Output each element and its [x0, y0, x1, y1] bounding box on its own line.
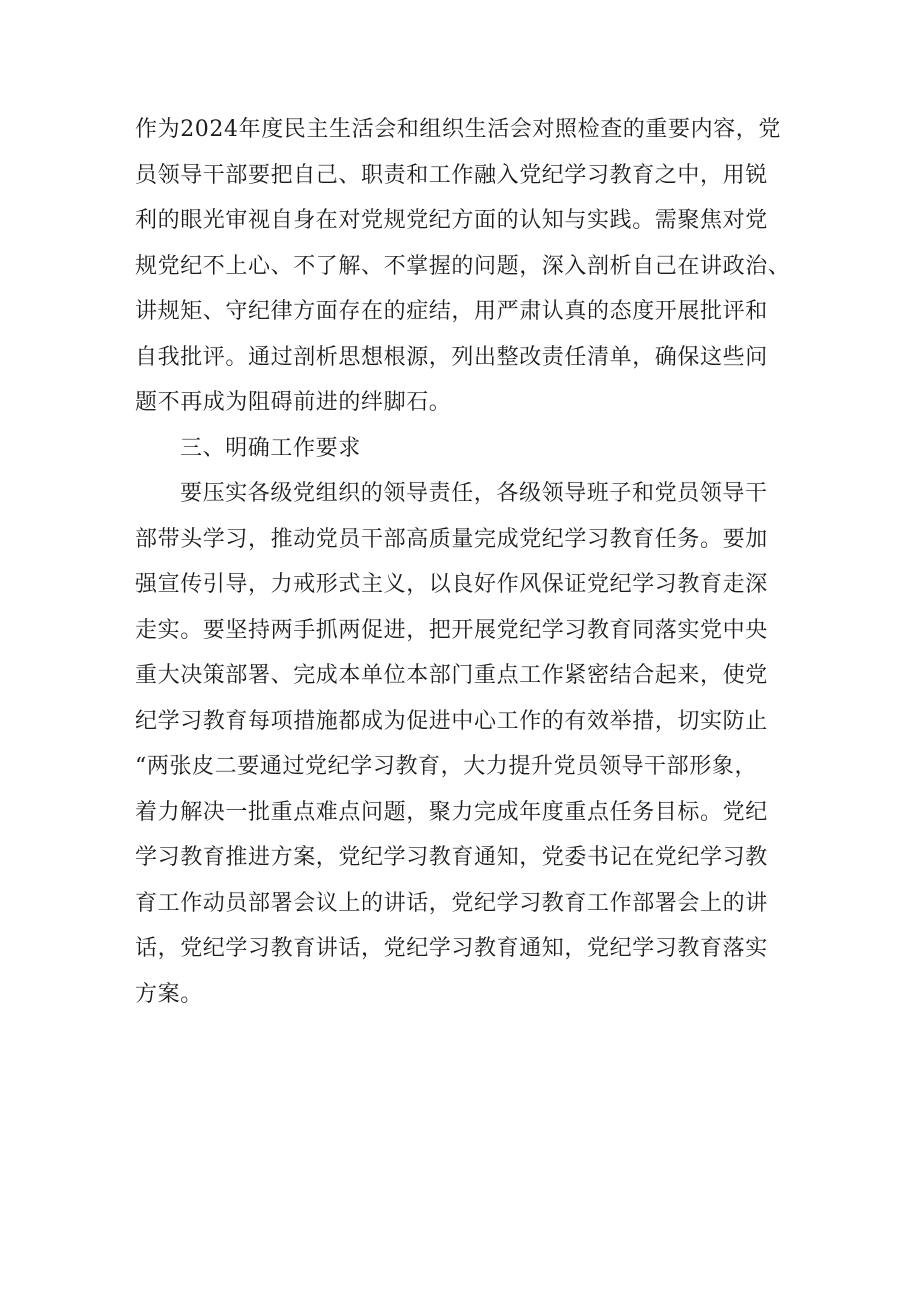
text-line: 自我批评。通过剖析思想根源，列出整改责任清单，确保这些问 [135, 344, 768, 370]
text-line: 方案。 [135, 981, 203, 1007]
text-line: 纪学习教育每项措施都成为促进中心工作的有效举措，切实防止 [135, 708, 768, 734]
text-line: 规党纪不上心、不了解、不掌握的问题，深入剖析自己在讲政治、 [135, 253, 791, 279]
text-line: 学习教育推进方案，党纪学习教育通知，党委书记在党纪学习教 [135, 845, 768, 870]
text-line: 强宣传引导，力戒形式主义，以良好作风保证党纪学习教育走深 [135, 572, 768, 597]
body-text [135, 107, 795, 1017]
text-line: 重大决策部署、完成本单位本部门重点工作紧密结合起来，使党 [135, 663, 768, 688]
section-heading: 三、明确工作要求 [180, 435, 361, 461]
text-line: 部带头学习，推动党员干部高质量完成党纪学习教育任务。要加 [135, 526, 768, 552]
text-line: “两张皮二要通过党纪学习教育，大力提升党员领导干部形象， [135, 754, 758, 779]
text-line: 讲规矩、守纪律方面存在的症结，用严肃认真的态度开展批评和 [135, 299, 768, 324]
text-line: 话，党纪学习教育讲话，党纪学习教育通知，党纪学习教育落实 [135, 936, 768, 961]
text-line: 员领导干部要把自己、职责和工作融入党纪学习教育之中，用锐 [135, 162, 768, 188]
text-line: 作为2024年度民主生活会和组织生活会对照检查的重要内容，党 [135, 117, 781, 142]
text-line: 要压实各级党组织的领导责任，各级领导班子和党员领导干 [180, 481, 768, 506]
text-line: 利的眼光审视自身在对党规党纪方面的认知与实践。需聚焦对党 [135, 208, 768, 233]
text-line: 题不再成为阻碍前进的绊脚石。 [135, 390, 452, 415]
text-line: 走实。要坚持两手抓两促进，把开展党纪学习教育同落实党中央 [135, 617, 768, 643]
text-line: 育工作动员部署会议上的讲话，党纪学习教育工作部署会上的讲 [135, 890, 768, 916]
text-line: 着力解决一批重点难点问题，聚力完成年度重点任务目标。党纪 [135, 799, 768, 825]
